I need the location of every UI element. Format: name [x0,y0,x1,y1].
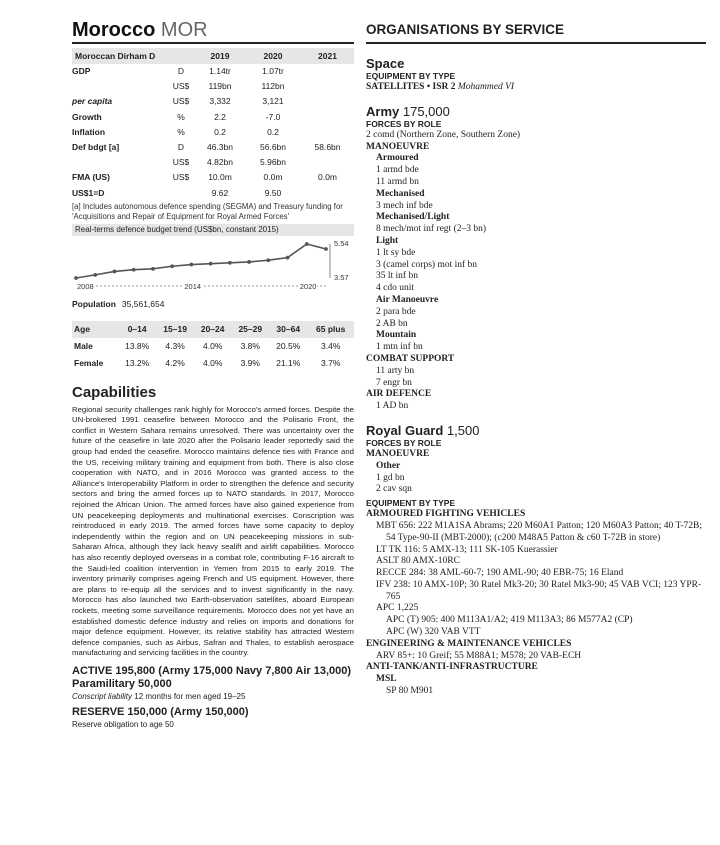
army-para: 2 para bde [376,306,416,317]
demo-cell: 13.8% [125,340,150,351]
econ-value-2021 [301,64,354,79]
trend-point [93,273,97,277]
army-light: Light [376,235,399,246]
active-strength: ACTIVE 195,800 (Army 175,000 Navy 7,800 Air 13,000) Paramilitary 50,000 [72,664,352,690]
army-lt-inf: 35 lt inf bn [376,271,418,282]
demo-cell: 21.1% [276,357,301,368]
royal-guard-forces-heading: FORCES BY ROLE [366,437,442,448]
country-title [72,18,354,44]
demo-cell: 4.2% [165,357,185,368]
year-2019: 2019 [195,48,245,64]
econ-unit: % [177,126,185,137]
econ-value-2019: 119bn [208,81,232,92]
demo-cell: 20.5% [276,340,301,351]
army-ad-bn: 1 AD bn [376,401,409,412]
economics-row [72,79,354,94]
demographics-header [72,321,354,338]
army-strength: 175,000 [399,103,450,119]
econ-value-2020: 0.2 [267,126,279,137]
demo-h1: 0–14 [118,321,156,338]
econ-value-2020: 0.0m [263,172,283,183]
satellites-name: Mohammed VI [457,82,515,92]
econ-unit: US$ [172,96,190,107]
econ-label: per capita [72,96,113,107]
econ-value-2019: 46.3bn [207,142,233,153]
trend-point [170,264,174,268]
trend-tick-2008: 2008 [77,281,94,291]
equipment-lttk: LT TK 116: 5 AMX-13; 111 SK-105 Kuerassier [376,544,558,555]
army-armoured: Armoured [376,153,419,164]
conscript-liability [72,691,354,702]
army-heading-label: Army [366,103,400,119]
army-ab: 2 AB bn [376,318,408,329]
econ-label: US$1=D [72,187,105,198]
econ-value-2021 [301,110,354,125]
econ-value-2019: 4.82bn [207,157,233,168]
year-2021: 2021 [301,48,354,64]
army-mot-regt: 8 mech/mot inf regt (2–3 bn) [376,224,487,235]
econ-value-2021 [301,155,354,170]
equipment-heading: EQUIPMENT BY TYPE [366,498,456,509]
trend-max-label: 5.54 [334,238,349,248]
demo-h3: 20–24 [194,321,232,338]
econ-value-2020: 1.07tr [262,66,284,77]
trend-min-label: 3.57 [334,272,349,282]
army-mechanised: Mechanised [376,188,425,199]
royal-guard-gd: 1 gd bn [376,472,405,483]
econ-value-2019: 3,332 [209,96,231,107]
trend-point [151,267,155,271]
econ-unit: US$ [172,81,190,92]
royal-guard-cav: 2 cav sqn [376,484,412,495]
econ-unit: US$ [172,172,190,183]
army-engr: 7 engr bn [376,377,412,388]
trend-point [132,268,136,272]
trend-point [189,262,193,266]
army-mech-light: Mechanised/Light [376,212,450,223]
trend-point [74,276,78,280]
royal-guard-heading [366,423,706,438]
capabilities-text: Regional security challenges rank highly for Morocco's armed forces. Despite the UN-brokered 1991 ceasefire between Morocco and the Polisario Front, the conflict in Western Sahara remains unresolved. There was uncertainty over the future of the ceasefire in late 2020 after the Polisario leader reportedly said the group had ended the ceasefire. Morocco maintains defence ties with France and the US, receiving military training and equipment from both. There is also close cooperation with NATO, and in 2016 Morocco was granted access to the Alliance's Interoperability Platform in order to strengthen the defence and security sectors and bring the armed forces up to NATO standards. In 2017, Morocco rejoined the African Union. The armed forces have also gained experience from UN peacekeeping deployments and multinational exercises. Conscription was reintroduced in early 2019. The armed forces have some capacity to deploy independently within the region and on UN peacekeeping missions in sub-Saharan Africa, although they lack heavy sealift and airlift capabilities. Morocco has also recently deployed overseas in a combat role, contributing F-16 aircraft to the Saudi-led coalition intervention in Yemen from 2015 to early 2019. The inventory primarily comprises ageing French and US equipment. However, there are plans to re-equip all the services and to invest significantly in the navy. Morocco has also launched two Earth-observation satellites, aboard European rockets, meeting some surveillance requirements. Morocco does not yet have an established domestic defence industry and relies on imports and donations for major defence equipment. However, its relative stability has attracted Western defence companies, such as Airbus, Safran and Thales, to establish aerospace manufacturing and servicing facilities in the country. [72,404,354,658]
econ-unit: D [177,66,185,77]
econ-unit: D [177,142,185,153]
economics-row [72,110,354,125]
royal-guard-strength: 1,500 [443,422,480,438]
army-cdo: 4 cdo unit [376,283,414,294]
left-column [72,18,354,730]
equipment-ifv: IFV 238: 10 AMX-10P; 30 Ratel Mk3-20; 30 Ratel Mk3-90; 45 VAB VCI; 123 YPR-765 [376,579,702,602]
economics-body [72,64,354,201]
trend-chart [72,238,354,292]
economics-row [72,155,354,170]
royal-guard-manoeuvre: MANOEUVRE [366,448,430,459]
economics-row [72,64,354,79]
army-camel: 3 (camel corps) mot inf bn [376,259,478,270]
econ-value-2019: 2.2 [214,111,226,122]
econ-value-2021: 0.0m [318,172,337,183]
satellites-label: SATELLITES • ISR 2 [366,82,458,92]
army-air-manoeuvre: Air Manoeuvre [376,294,439,305]
econ-label: GDP [72,66,91,77]
population-label: Population [72,298,116,309]
army-mountain: Mountain [376,330,417,341]
demographics-row [72,355,354,372]
equipment-sp: SP 80 M901 [386,686,434,697]
econ-label: Growth [72,111,102,122]
econ-value-2019: 1.14tr [209,66,231,77]
econ-value-2021: 58.6bn [314,142,341,153]
currency-label: Moroccan Dirham D [72,48,195,64]
demo-cell: 3.8% [240,340,260,351]
demo-cell: 4.0% [203,340,223,351]
econ-label: Inflation [72,126,106,137]
trend-point [228,261,232,265]
trend-point [247,260,251,264]
demo-cell: 4.3% [165,340,185,351]
econ-value-2021 [301,79,354,94]
demographics-body [72,338,354,372]
econ-value-2019: 0.2 [214,126,226,137]
trend-point [113,269,117,273]
trend-point [324,247,328,251]
demo-cell: 3.7% [321,357,341,368]
budget-footnote: [a] Includes autonomous defence spending (SEGMA) and Treasury funding for 'Acquisitions and Repair of Equipment for Royal Armed Forces' [72,201,343,221]
army-manoeuvre: MANOEUVRE [366,141,430,152]
army-arty: 11 arty bn [376,365,415,376]
trend-chart-title: Real-terms defence budget trend (US$bn, constant 2015) [72,224,354,236]
demo-h5: 30–64 [269,321,307,338]
army-armd-bn: 11 armd bn [376,176,419,187]
equipment-antitank: ANTI-TANK/ANTI-INFRASTRUCTURE [366,662,538,673]
economics-row [72,140,354,155]
economics-row [72,125,354,140]
conscript-text: 12 months for men aged 19–25 [132,691,246,701]
army-air-defence: AIR DEFENCE [366,389,432,400]
equipment-aslt: ASLT 80 AMX-10RC [376,556,460,567]
trend-tick-2020: 2020 [299,281,317,291]
econ-value-2021 [301,186,354,201]
equipment-afv: ARMOURED FIGHTING VEHICLES [366,509,526,520]
demo-row-label: Male [74,340,93,351]
conscript-label: Conscript liability [72,691,133,701]
equipment-apc: APC 1,225 [376,603,419,614]
econ-unit: US$ [172,157,190,168]
population [72,297,354,311]
econ-label [72,155,167,170]
reserve-strength: RESERVE 150,000 (Army 150,000) [72,705,249,718]
army-lt-sy: 1 lt sy bde [376,247,416,258]
demo-row-label: Female [74,357,104,368]
right-column [366,18,706,698]
econ-value-2019: 10.0m [208,172,232,183]
econ-value-2020: 3,121 [262,96,284,107]
economics-row [72,170,354,185]
demo-cell: 3.9% [240,357,260,368]
capabilities-heading: Capabilities [72,383,157,401]
country-code: MOR [160,19,208,41]
demographics-table [72,321,354,372]
econ-value-2020: 56.6bn [260,142,286,153]
population-value: 35,561,654 [121,298,165,309]
economics-table [72,48,354,201]
trend-point [286,255,290,259]
econ-value-2021 [301,125,354,140]
demo-cell: 4.0% [203,357,223,368]
army-forces-heading: FORCES BY ROLE [366,118,442,129]
army-mech-inf: 3 mech inf bde [376,200,433,211]
space-heading: Space [366,56,405,71]
economics-row [72,94,354,109]
demo-cell: 3.4% [321,340,341,351]
country-name: Morocco [72,19,156,41]
demo-h4: 25–29 [231,321,269,338]
econ-label [72,79,167,94]
econ-unit: % [177,111,185,122]
orgs-title: ORGANISATIONS BY SERVICE [366,18,706,44]
demo-h0: Age [72,321,118,338]
space-equipment-heading: EQUIPMENT BY TYPE [366,71,456,81]
econ-unit [167,186,195,201]
equipment-engineering: ENGINEERING & MAINTENANCE VEHICLES [366,638,572,649]
equipment-msl: MSL [376,674,397,685]
army-mtn: 1 mtn inf bn [376,342,423,353]
econ-value-2020: 9.50 [264,187,282,198]
economics-row [72,186,354,201]
trend-point [209,261,213,265]
econ-value-2020: 5.96bn [260,157,286,168]
econ-value-2020: -7.0 [265,111,281,122]
econ-value-2021 [301,94,354,109]
econ-value-2020: 112bn [261,81,285,92]
army-combat-support: COMBAT SUPPORT [366,353,455,364]
demo-h2: 15–19 [156,321,194,338]
equipment-apcw: APC (W) 320 VAB VTT [386,627,481,638]
equipment-apct: APC (T) 905: 400 M113A1/A2; 419 M113A3; 86 M577A2 (CP) [386,615,633,626]
demographics-row [72,338,354,355]
demo-cell: 13.2% [125,357,150,368]
trend-point [266,258,270,262]
econ-value-2019: 9.62 [211,187,229,198]
space-satellites [366,82,706,94]
army-heading [366,104,706,119]
economics-header [72,48,354,64]
army-comd: 2 comd (Northern Zone, Southern Zone) [366,129,521,140]
equipment-recce: RECCE 284: 38 AML-60-7; 190 AML-90; 40 EBR-75; 16 Eland [376,568,624,579]
demo-h6: 65 plus [307,321,354,338]
equipment-arv: ARV 85+: 10 Greif; 55 M88A1; M578; 20 VAB-ECH [376,650,582,661]
trend-point [305,242,309,246]
econ-label: Def bdgt [a] [72,142,120,153]
econ-label: FMA (US) [72,172,110,183]
year-2020: 2020 [245,48,301,64]
equipment-mbt: MBT 656: 222 M1A1SA Abrams; 220 M60A1 Patton; 120 M60A3 Patton; 40 T-72B; 54 Type-90-II (MBT-2000); (c200 M48A5 Patton & c60 T-72B in store) [376,520,703,543]
army-armd-bde: 1 armd bde [376,165,419,176]
royal-guard-label: Royal Guard [366,422,444,438]
trend-tick-2014: 2014 [184,281,202,291]
royal-guard-other: Other [376,460,401,471]
reserve-note: Reserve obligation to age 50 [72,719,174,729]
